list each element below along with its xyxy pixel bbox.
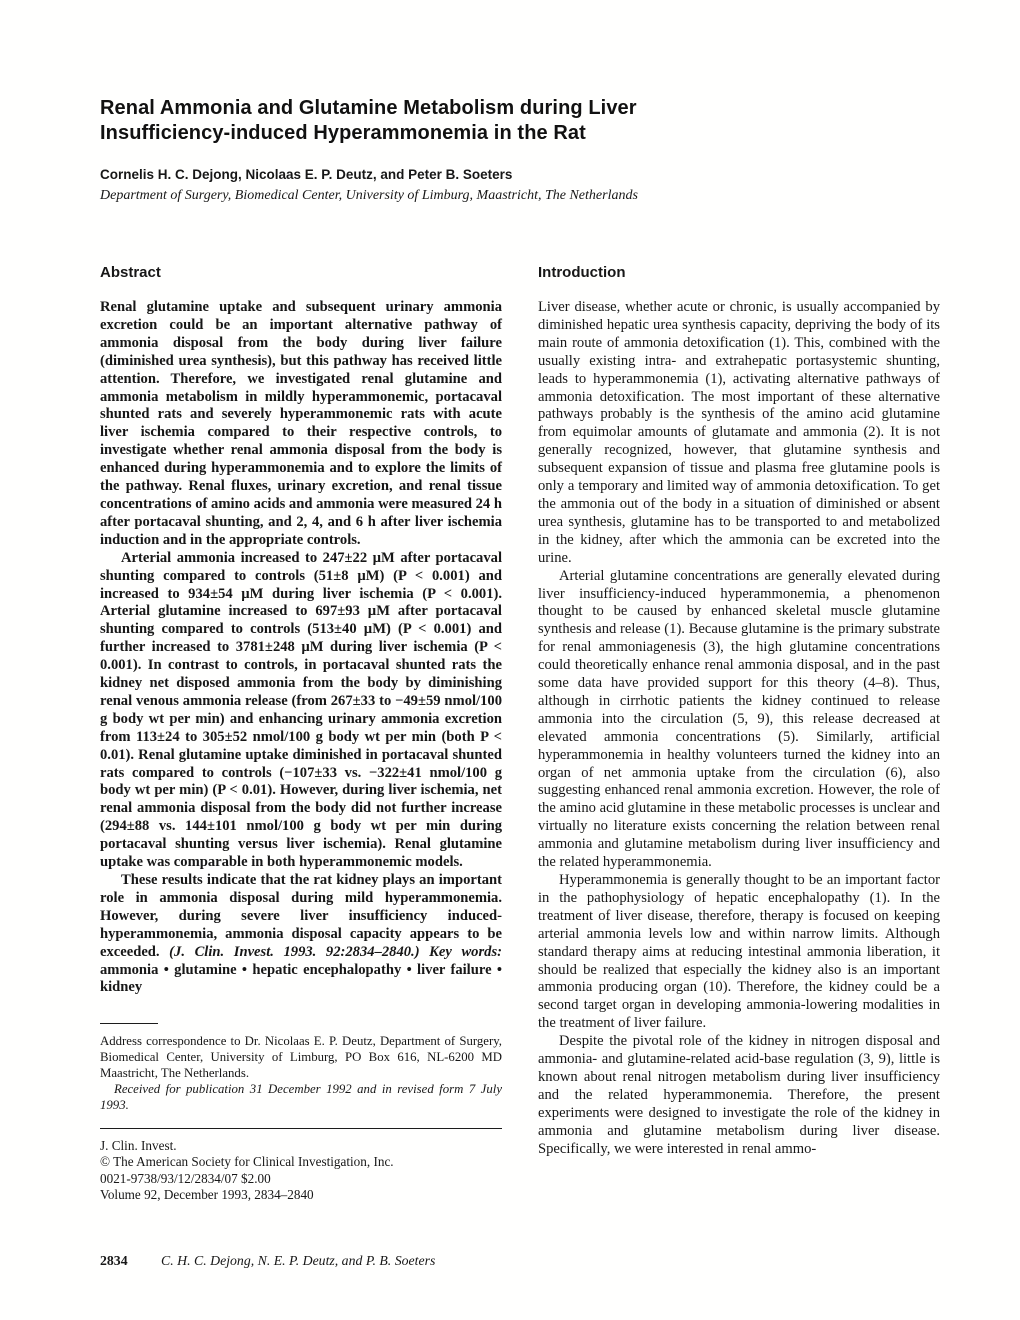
authors-line: Cornelis H. C. Dejong, Nicolaas E. P. Deutz, and Peter B. Soeters	[100, 167, 513, 182]
introduction-body	[538, 299, 940, 1159]
keywords-label: Key words:	[429, 943, 502, 960]
running-authors: C. H. C. Dejong, N. E. P. Deutz, and P. B. Soeters	[161, 1253, 436, 1268]
journal-name: J. Clin. Invest.	[100, 1137, 177, 1153]
page-title: Renal Ammonia and Glutamine Metabolism during Liver Insufficiency-induced Hyperammonemia in the Rat	[100, 97, 637, 144]
abstract-section	[100, 264, 502, 1204]
keywords-list: ammonia • glutamine • hepatic encephalopathy • liver failure • kidney	[100, 961, 502, 996]
volume-line: Volume 92, December 1993, 2834–2840	[100, 1187, 314, 1203]
introduction-section	[538, 264, 940, 1204]
abstract-paragraph-2: Arterial ammonia increased to 247±22 µM after portacaval shunting compared to controls (51±8 µM) (P < 0.001) and increased to 934±54 µM during liver ischemia (P < 0.001). Arterial glutamine increased to 697±93 µM after portacaval shunting compared to controls (513±40 µM) (P < 0.001) and further increased to 3781±248 µM during liver ischemia (P < 0.001). In contrast to controls, in portacaval shunted rats the kidney net disposed ammonia from the body by diminishing renal venous ammonia release (from 267±33 to −49±59 nmol/100 g body wt per min) and enhancing urinary ammonia excretion from 113±24 to 305±52 nmol/100 g body wt per min (both P < 0.01). Renal glutamine uptake diminished in portacaval shunted rats compared to controls (−107±33 vs. −322±41 nmol/100 g body wt per min) (P < 0.01). However, during liver ischemia, net renal ammonia disposal from the body did not further increase (294±88 vs. 144±101 nmol/100 g body wt per min during portacaval shunting versus liver ischemia). Renal glutamine uptake was comparable in both hyperammonemic models.	[100, 549, 502, 871]
intro-paragraph-4: Despite the pivotal role of the kidney in nitrogen disposal and ammonia- and glutamine-related acid-base regulation (3, 9), little is known about renal nitrogen metabolism during liver insufficiency and the related hyperammonemia. Therefore, the present experiments were designed to investigate the role of the kidney in ammonia and glutamine metabolism during liver disease. Specifically, we were interested in renal ammo-	[538, 1033, 940, 1157]
page-footer	[100, 1252, 435, 1269]
two-column-body	[100, 264, 941, 1204]
footnote-separator	[100, 1023, 158, 1024]
affiliation-line: Department of Surgery, Biomedical Center, University of Limburg, Maastricht, The Netherlands	[100, 188, 638, 203]
article-header	[100, 96, 937, 204]
abstract-paragraph-1: Renal glutamine uptake and subsequent urinary ammonia excretion could be an important alternative pathway of ammonia disposal from the body during liver failure (diminished urea synthesis), but this pathway has received little attention. Therefore, we investigated renal glutamine and ammonia metabolism in mildly hyperammonemic, portacaval shunted rats and severely hyperammonemic rats with acute liver ischemia compared to their respective controls, to investigate whether renal ammonia disposal from the body is enhanced during hyperammonemia and to explore the limits of the pathway. Renal fluxes, urinary excretion, and renal tissue concentrations of amino acids and ammonia were measured 24 h after portacaval shunting, and 2, 4, and 6 h after liver ischemia induction and in the appropriate controls.	[100, 299, 502, 548]
introduction-heading: Introduction	[538, 264, 626, 281]
abstract-conclusion-text: These results indicate that the rat kidney plays an important role in ammonia disposal during mild hyperammonemia. However, during severe liver insufficiency induced-hyperammonemia, ammonia disposal capacity appears to be exceeded.	[100, 872, 502, 960]
abstract-paragraph-3	[100, 872, 502, 997]
issn-price-line: 0021-9738/93/12/2834/07 $2.00	[100, 1170, 271, 1186]
received-note: Received for publication 31 December 1992 and in revised form 7 July 1993.	[100, 1082, 502, 1112]
intro-paragraph-3: Hyperammonemia is generally thought to be an important factor in the pathophysiology of hepatic encephalopathy (1). In the treatment of liver disease, therefore, therapy is focused on keeping arterial ammonia levels low and within narrow limits. Although standard therapy aims at reducing intestinal ammonia liberation, it should be realized that especially the kidney also is an important ammonia producing organ (10). Therefore, the kidney could be a second target organ in developing ammonia-lowering modalities in the treatment of liver failure.	[538, 872, 940, 1032]
abstract-heading: Abstract	[100, 264, 161, 281]
journal-separator	[100, 1128, 502, 1129]
correspondence-note: Address correspondence to Dr. Nicolaas E. P. Deutz, Department of Surgery, Biomedical Center, University of Limburg, PO Box 616, NL-6200 MD Maastricht, The Netherlands.	[100, 1034, 502, 1081]
intro-paragraph-1: Liver disease, whether acute or chronic, is usually accompanied by diminished hepatic urea synthesis capacity, depriving the body of its main route of ammonia detoxification (1). This, combined with the usually existing intra- and extrahepatic portasystemic shunting, leads to hyperammonemia (1), activating alternative pathways of ammonia detoxification. The most important of these alternative pathways probably is the synthesis of the amino acid glutamine from equimolar amounts of glutamate and ammonia (2). It is not generally recognized, however, that glutamine synthesis and subsequent expansion of tissue and plasma free glutamine pools is only a temporary and limited way of ammonia detoxification. To get the ammonia out of the body in a situation of diminished or absent urea synthesis, glutamine has to be transported to and metabolized in the kidney, after which the ammonia can be excreted into the urine.	[538, 299, 940, 566]
intro-paragraph-2: Arterial glutamine concentrations are generally elevated during liver insufficiency-induced hyperammonemia, a phenomenon thought to be caused by enhanced skeletal muscle glutamine synthesis and release (1). Because glutamine is the primary substrate for renal ammoniagenesis (3), the high glutamine concentrations could theoretically enhance renal ammonia disposal, and in the past some data have provided support for this theory (4–8). Thus, although in cirrhotic patients the kidney continued to release ammonia into the circulation (5, 9), this release decreased at elevated ammonia concentrations (5). Similarly, artificial hyperammonemia in healthy volunteers turned the kidney into an organ of net ammonia uptake from the circulation (6), also suggesting enhanced renal ammonia excretion. However, the role of the amino acid glutamine in these metabolic processes is unclear and virtually no literature exists concerning the relation between renal ammonia and glutamine metabolism during liver insufficiency and the related hyperammonemia.	[538, 567, 941, 871]
copyright-line: © The American Society for Clinical Investigation, Inc.	[100, 1154, 394, 1170]
journal-citation: (J. Clin. Invest. 1993. 92:2834–2840.)	[169, 943, 420, 960]
footnote-block	[100, 1023, 502, 1203]
page-number: 2834	[100, 1253, 128, 1268]
abstract-body	[100, 299, 502, 997]
